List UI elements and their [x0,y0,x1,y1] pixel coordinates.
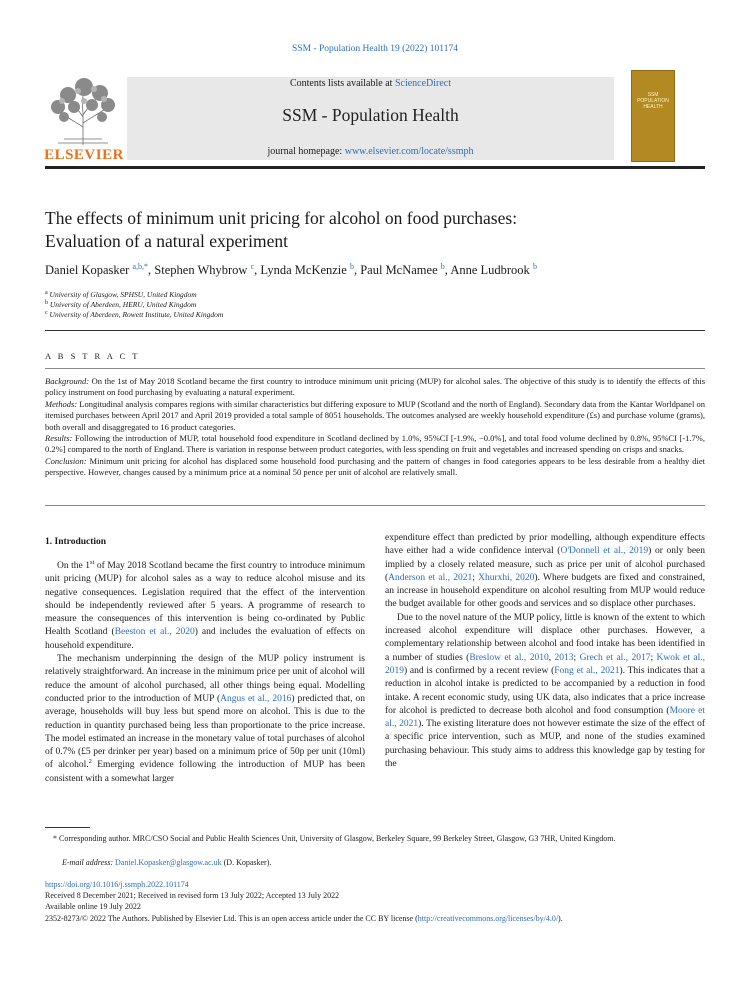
email-footnote: E-mail address: Daniel.Kopasker@glasgow.ac.uk (D. Kopasker). [62,858,272,867]
author-affiliation-mark[interactable]: c [250,262,255,271]
author-name[interactable]: Paul McNamee [360,263,438,277]
author-affiliation-mark[interactable]: b [349,262,354,271]
available-online-date: Available online 19 July 2022 [45,902,141,912]
abstract-results: Results: Following the introduction of MUP, total household food expenditure in Scotland declined by 1.0%, 95%CI [-1.9%, −0.0%], and total food volume declined by 0.8%, 95%CI [-1.7%, 0.2%] compared to the north of England. There is variation in response between product categories, with less spending on fruit and vegetables and increased spending on crisps and snacks. [45,433,706,455]
paragraph: Due to the novel nature of the MUP policy, little is known of the extent to which increased alcohol expenditure will displace other purchases. However, a complementary relationship between alcohol and food intake has been identified in a number of studies (Breslow et al., 2010, 2013; Grech et al., 2017; Kwok et al., 2019) and is confirmed by a recent review (Fong et al., 2021). This indicates that a reduction in alcohol intake is predicted to be accompanied by a reduction in food intake. A recent economic study, using UK data, also indicates that a price increase for alcohol is predicted to decrease both alcohol and food consumption (Moore et al., 2021). The existing literature does not however estimate the size of the effect of a specific price intervention, such as MUP, and none of the studies examined purchasing behaviour. This study aims to address this knowledge gap by testing for the [385,612,706,770]
abstract-heading: A B S T R A C T [45,351,140,361]
citation-link[interactable]: Anderson et al., 2021 [388,572,473,583]
abstract-conclusion: Conclusion: Minimum unit pricing for alcohol has displaced some household food purchasing and the pattern of changes in food categories appears to be less desirable from a healthy diet perspective. However, changes caused by a minimum price at a nominal 50 pence per unit of alcohol are relatively small. [45,455,705,478]
journal-title[interactable]: SSM - Population Health [282,105,459,125]
email-link[interactable]: Daniel.Kopasker@glasgow.ac.uk [115,858,222,867]
sciencedirect-link[interactable]: ScienceDirect [394,78,452,89]
citation-link[interactable]: O'Donnell et al., 2019 [560,546,649,557]
license-line: 2352-8273/© 2022 The Authors. Published by Elsevier Ltd. This is an open access article under the CC BY license (http://creativecommons.org/licenses/by/4.0/). [45,913,563,923]
header-rule [45,166,705,169]
author-affiliation-mark[interactable]: b [440,262,445,271]
journal-homepage-line: journal homepage: www.elsevier.com/locate/ssmph [267,146,474,157]
journal-citation-link[interactable]: SSM - Population Health 19 (2022) 101174 [292,44,458,54]
body-column-right [385,532,705,771]
citation-link[interactable]: Grech et al., 2017 [579,652,651,663]
author-name[interactable]: Daniel Kopasker [45,263,130,277]
paragraph: On the 1st of May 2018 Scotland became the first country to introduce minimum unit pricing (MUP) for alcohol sales as a way to reduce alcohol misuse and its negative consequences. Legislation required that the effect of the intervention should be independently reviewed after 5 years. A programme of research to measure the consequences of this intervention is being co-ordinated by Public Health Scotland (Beeston et al., 2020) and includes the evaluation of effects on household expenditure. [45,559,366,651]
divider [45,505,705,506]
footnote-rule [45,827,90,828]
elsevier-wordmark[interactable]: ELSEVIER [44,147,124,163]
publication-info [45,879,715,924]
cover-title-line: SSM [647,92,659,98]
citation-link[interactable]: Kwok et al., 2019 [385,652,706,676]
abstract-body [45,376,705,479]
cover-title-line: POPULATION [637,98,669,104]
corresponding-author-footnote: * Corresponding author. MRC/CSO Social and Public Health Sciences Unit, University of Glasgow, Berkeley Square, 99 Berkeley Street, Glasgow, G3 7HR, United Kingdom. [53,834,616,843]
affiliation: $^a$ University of Glasgow, SPHSU, United Kingdom [45,290,197,299]
author-name[interactable]: Lynda McKenzie [260,263,347,277]
article-title [45,207,705,253]
cover-title-line: HEALTH [643,104,663,110]
contents-available-line: Contents lists available at ScienceDirect [289,78,452,89]
citation-link[interactable]: 2013 [554,652,574,663]
affiliation: $^b$ University of Aberdeen, HERU, United Kingdom [45,300,197,309]
abstract-background: Background: On the 1st of May 2018 Scotland became the first country to introduce minimum unit pricing (MUP) for alcohol sales. The objective of this study is to identify the effects of this policy instrument on food purchasing by evaluating a natural experiment. [45,376,706,398]
author-affiliation-mark[interactable]: a,b,* [132,262,149,271]
author-affiliation-mark[interactable]: b [532,262,537,271]
journal-cover-thumbnail[interactable] [631,70,675,162]
author-list: Daniel Kopasker $^{a,b,*}$, Stephen Whybrow $^c$, Lynda McKenzie $^b$, Paul McNamee $^b$, Anne Ludbrook $^b$ [45,262,537,277]
paragraph: The mechanism underpinning the design of the MUP policy instrument is relatively straightforward. An increase in the minimum price per unit of alcohol will reduce the amount of alcohol purchased, all other things being equal. Modelling conducted prior to the introduction of MUP (Angus et al., 2016) predicted that, on average, households will buy less but spend more on alcohol. This is due to the reduction in quantity purchased being less than proportionate to the price increase. The model estimated an increase in the monetary value of total purchases of alcohol of 0.7% (£5 per drinker per year) based on a minimum price of 50p per unit (10ml) of alcohol.$^2$ Emerging evidence following the introduction of MUP has been consistent with a somewhat larger [45,654,366,784]
license-link[interactable]: http://creativecommons.org/licenses/by/4.0/ [417,913,559,923]
section-heading-introduction: 1. Introduction [45,537,107,547]
journal-homepage-link[interactable]: www.elsevier.com/locate/ssmph [344,146,474,157]
article-title-line: The effects of minimum unit pricing for alcohol on food purchases: [45,208,518,228]
doi-link[interactable]: https://doi.org/10.1016/j.ssmph.2022.101174 [45,880,189,889]
citation-link[interactable]: Moore et al., 2021 [385,705,705,730]
body-column-left [45,560,365,786]
author-name[interactable]: Anne Ludbrook [450,263,530,277]
citation-link[interactable]: Xhurxhi, 2020 [478,572,535,583]
affiliation: $^c$ University of Aberdeen, Rowett Institute, United Kingdom [45,310,224,319]
received-dates: Received 8 December 2021; Received in revised form 13 July 2022; Accepted 13 July 2022 [45,891,340,901]
divider [45,368,705,369]
citation-link[interactable]: Angus et al., 2016 [220,693,292,704]
citation-link[interactable]: Fong et al., 2021 [554,665,620,676]
citation-link[interactable]: Beeston et al., 2020 [114,627,195,638]
citation-link[interactable]: Breslow et al., 2010 [469,652,549,663]
article-title-line: Evaluation of a natural experiment [45,231,288,251]
divider [45,330,705,331]
author-name[interactable]: Stephen Whybrow [154,263,248,277]
paragraph: expenditure effect than predicted by prior modelling, although expenditure effects have either had a wide confidence interval (O'Donnell et al., 2019) or only been implied by a closely related measure, such as price per unit of alcohol purchased (Anderson et al., 2021; Xhurxhi, 2020). Where budgets are fixed and constrained, an increase in household expenditure on alcohol resulting from MUP would reduce the budget available for other goods and services and so displace other purchases. [385,533,706,610]
footnote-mark[interactable]: 2 [88,758,92,766]
abstract-methods: Methods: Longitudinal analysis compares regions with similar characteristics but differing exposure to MUP (Scotland and the north of England). Secondary data from the Kantar Worldpanel on itemised purchases between April 2017 and April 2019 provided a total sample of 8051 households. The outcomes analysed are weekly household expenditure (£s) and purchase volume (grams), both overall and disaggregated to 16 product categories. [45,398,705,432]
